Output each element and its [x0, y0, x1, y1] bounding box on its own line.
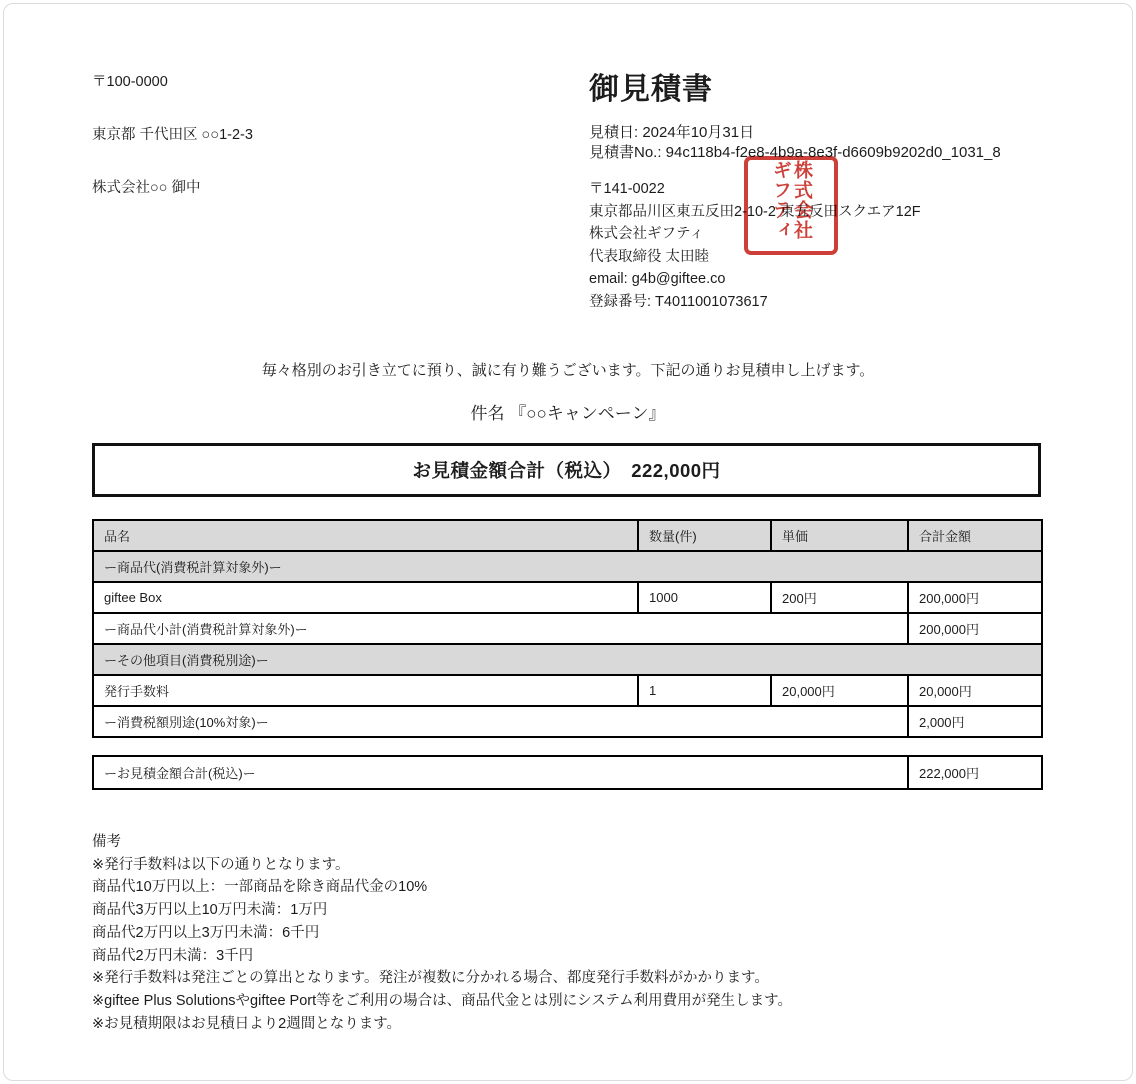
subtotal-amount: 200,000円 — [908, 613, 1042, 644]
cell-unit-price: 20,000円 — [771, 675, 908, 706]
subtotal-label: ー商品代小計(消費税計算対象外)ー — [93, 613, 908, 644]
issuer-address: 東京都品川区東五反田2-10-2 東五反田スクエア12F — [589, 203, 921, 220]
header-unit-price: 単価 — [771, 520, 908, 551]
issuer-representative: 代表取締役 太田睦 — [589, 248, 710, 265]
cell-amount: 20,000円 — [908, 675, 1042, 706]
section-label: ー商品代(消費税計算対象外)ー — [93, 551, 1042, 582]
notes-section — [92, 831, 792, 1035]
cell-quantity: 1000 — [638, 582, 771, 613]
company-seal-stamp — [744, 156, 838, 255]
items-table — [92, 519, 1043, 738]
section-row-products — [93, 551, 1042, 582]
subtotal-label: ー消費税額別途(10%対象)ー — [93, 706, 908, 737]
table-row-item — [93, 675, 1042, 706]
cell-amount: 200,000円 — [908, 582, 1042, 613]
header-quantity: 数量(件) — [638, 520, 771, 551]
total-amount-box: お見積金額合計（税込） 222,000円 — [92, 443, 1041, 497]
grand-total-amount: 222,000円 — [908, 756, 1042, 789]
greeting-text: 毎々格別のお引き立てに預り、誠に有り難うございます。下記の通りお見積申し上げます。 — [261, 362, 875, 379]
subject-line: 件名 『○○キャンペーン』 — [470, 404, 666, 423]
table-header-row — [93, 520, 1042, 551]
issuer-company-name: 株式会社ギフティ — [589, 226, 704, 243]
recipient-address: 東京都 千代田区 ○○1-2-3 — [92, 127, 253, 143]
estimate-date: 見積日: 2024年10月31日 — [589, 124, 755, 141]
seal-text: 株式会社ギフティ — [770, 160, 812, 240]
issuer-email: email: g4b@giftee.co — [589, 271, 726, 288]
page-title: 御見積書 — [589, 73, 713, 106]
subtotal-row-products — [93, 613, 1042, 644]
note-line: 商品代2万円以上3万円未満：6千円 — [92, 924, 320, 941]
recipient-name: 株式会社○○ 御中 — [92, 180, 201, 196]
section-label: ーその他項目(消費税別途)ー — [93, 644, 1042, 675]
header-item-name: 品名 — [93, 520, 638, 551]
note-line: ※お見積期限はお見積日より2週間となります。 — [92, 1015, 402, 1032]
header-total-amount: 合計金額 — [908, 520, 1042, 551]
issuer-postal-code: 〒141-0022 — [589, 181, 665, 197]
notes-heading: 備考 — [92, 834, 121, 850]
cell-unit-price: 200円 — [771, 582, 908, 613]
note-line: ※発行手数料は発注ごとの算出となります。発注が複数に分かれる場合、都度発行手数料がかかります。 — [92, 970, 769, 987]
grand-total-table — [92, 755, 1043, 790]
cell-quantity: 1 — [638, 675, 771, 706]
subtotal-amount: 2,000円 — [908, 706, 1042, 737]
note-line: 商品代3万円以上10万円未満：1万円 — [92, 902, 328, 919]
table-row-item — [93, 582, 1042, 613]
note-line: 商品代10万円以上：一部商品を除き商品代金の10% — [92, 879, 428, 896]
section-row-other — [93, 644, 1042, 675]
note-line: 商品代2万円未満：3千円 — [92, 947, 254, 964]
estimate-number: 見積書No.: 94c118b4-f2e8-4b9a-8e3f-d6609b9202d0_1031_8 — [589, 144, 1001, 161]
subtotal-row-tax — [93, 706, 1042, 737]
cell-item-name: 発行手数料 — [93, 675, 638, 706]
grand-total-row — [93, 756, 1042, 789]
cell-item-name: giftee Box — [93, 582, 638, 613]
grand-total-label: ーお見積金額合計(税込)ー — [93, 756, 908, 789]
recipient-postal-code: 〒100-0000 — [92, 74, 168, 90]
issuer-registration-number: 登録番号: T4011001073617 — [589, 293, 768, 310]
note-line: ※giftee Plus Solutionsやgiftee Port等をご利用の場合は、商品代金とは別にシステム利用費用が発生します。 — [92, 992, 793, 1009]
note-line: ※発行手数料は以下の通りとなります。 — [92, 856, 350, 873]
